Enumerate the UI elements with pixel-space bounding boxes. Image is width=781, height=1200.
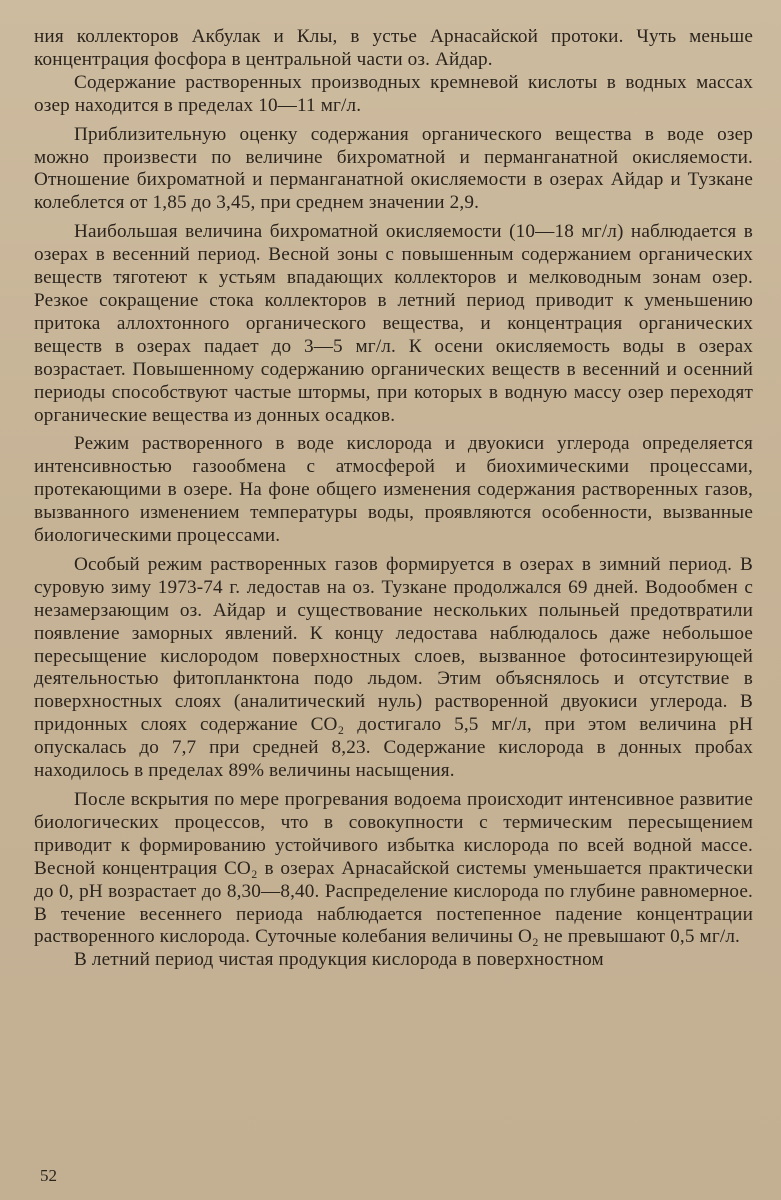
paragraph-summer-start: В летний период чистая продукция кислорода в поверхностном xyxy=(74,949,604,971)
paragraph-organic-matter-estimate: Приблизительную оценку содержания органического вещества в воде озер можно произвести по величине бихроматной и перманганатной окисляемости. Отношение бихроматной и перманганатной окисляемости в озерах Айдар и Тузкане колеблется от 1,85 до 3,45, при среднем значении 2,9. xyxy=(34,123,753,214)
page-body xyxy=(34,26,753,972)
page-number: 52 xyxy=(40,1166,57,1185)
paragraph-oxygen-co2-regime: Режим растворенного в воде кислорода и двуокиси углерода определяется интенсивностью газообмена с атмосферой и биохимическими процессами, протекающими в озере. На фоне общего изменения содержания растворенных газов, вызванного изменением температуры воды, проявляются особенности, вызванные биологическими процессами. xyxy=(34,433,753,547)
paragraph-bichromate-oxidability: Наибольшая величина бихроматной окисляемости (10—18 мг/л) наблюдается в озерах в весенний период. Весной зоны с повышенным содержанием органических веществ тяготеют к устьям впадающих коллекторов и мелководным зонам озер. Резкое сокращение стока коллекторов в летний период приводит к уменьшению притока аллохтонного органического вещества, и концентрация органических веществ в озерах падает до 3—5 мг/л. К осени окисляемость воды в озерах возрастает. Повышенному содержанию органических веществ в весенний и осенний периоды способствуют частые штормы, при которых в водную массу озер переходят органические вещества из донных осадков. xyxy=(34,221,753,426)
paragraph-silicic-acid: Содержание растворенных производных кремневой кислоты в водных массах озер находится в пределах 10—11 мг/л. xyxy=(34,71,753,116)
paragraph-continuation: ния коллекторов Акбулак и Клы, в устье Арнасайской протоки. Чуть меньше концентрация фосфора в центральной части оз. Айдар. xyxy=(34,26,753,70)
paragraph-winter-gas-regime: Особый режим растворенных газов формируется в озерах в зимний период. В суровую зиму 1973-74 г. ледостав на оз. Тузкане продолжался 69 дней. Водообмен с незамерзающим оз. Айдар и существование нескольких полыньей предотвратили появление заморных явлений. К концу ледостава наблюдалось даже небольшое пересыщение кислородом поверхностных слоев, вызванное фотосинтезирующей деятельностью фитопланктона подо льдом. Этим объяснялось и отсутствие в поверхностных слоях (аналитический нуль) растворенной двуокиси углерода. В придонных слоях содержание CO₂ достигало 5,5 мг/л, при этом величина pH опускалась до 7,7 при средней 8,23. Содержание кислорода в донных пробах находилось в пределах 89% величины насыщения. xyxy=(34,553,753,782)
paragraph-spring-biology: После вскрытия по мере прогревания водоема происходит интенсивное развитие биологических процессов, что в совокупности с термическим пересыщением приводит к формированию устойчивого избытка кислорода по всей водной массе. Весной концентрация CO₂ в озерах Арнасайской системы уменьшается практически до 0, pH возрастает до 8,30—8,40. Распределение кислорода по глубине равномерное. В течение весеннего периода наблюдается постепенное падение концентрации растворенного кислорода. Суточные колебания величины O₂ не превышают 0,5 мг/л. xyxy=(34,789,753,948)
